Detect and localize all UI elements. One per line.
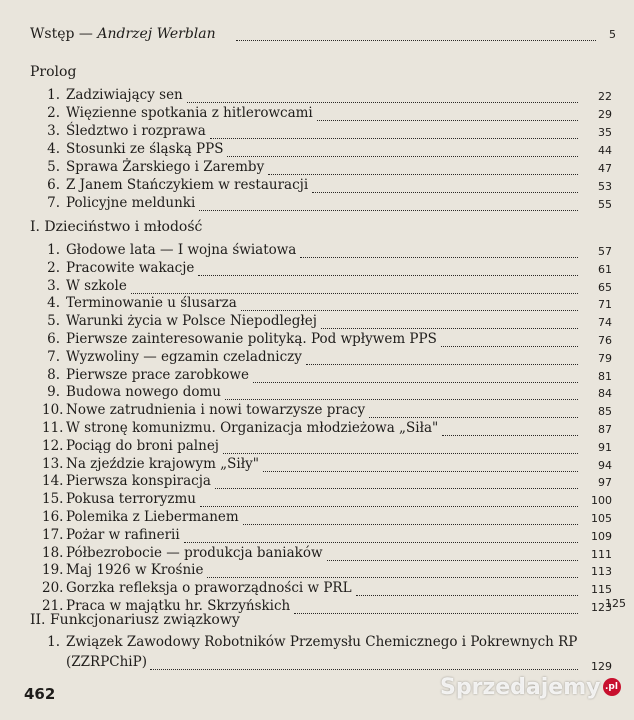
item-page: 123 [591,601,612,614]
item-title: Na zjeździe krajowym „Siły" [66,455,259,472]
section1-extra-page: 125 [605,597,626,610]
item-page: 97 [598,476,612,490]
item-title: Praca w majątku hr. Skrzyńskich [66,598,291,614]
section2-item-1 [42,633,577,651]
item-title: W szkole [66,277,127,294]
item-page: 57 [598,245,612,258]
item-page: 61 [598,262,612,276]
section1-item-9 [42,383,221,401]
item-leader [442,435,578,436]
section1-item-20 [42,579,352,597]
item-title: Zadziwiający sen [66,87,183,103]
item-leader [243,524,578,525]
section1-item-19 [42,561,203,579]
item-page: 55 [598,198,612,211]
item-number: 4. [47,295,60,312]
item-number: 7. [47,348,60,365]
item-title: Pociąg do broni palnej [66,437,219,454]
item-number: 4. [47,141,60,157]
item-leader [441,346,578,347]
item-page: 91 [598,440,612,454]
item-page: 111 [591,547,612,561]
item-number: 7. [47,195,60,211]
item-page: 105 [591,512,612,525]
section1-item-16 [42,508,239,526]
item-leader [300,257,578,258]
item-number: 3. [47,123,60,139]
item-number: 20. [42,580,64,597]
section1-item-10 [42,401,365,419]
intro-page: 5 [609,28,616,41]
prolog-item-1 [42,86,183,104]
item-number: 12. [42,437,64,454]
item-title: Pożar w rafinerii [66,526,180,543]
item-number: 13. [42,455,64,472]
item-leader [200,506,578,507]
item-leader [223,453,578,454]
item-page: 94 [598,458,612,472]
item-title: Półbezrobocie — produkcja baniaków [66,544,323,561]
item-leader [199,210,578,211]
item-page: 65 [598,280,612,294]
item-page: 76 [598,334,612,347]
intro-label: Wstęp [30,26,75,42]
item-title: Pierwsze prace zarobkowe [66,366,249,383]
item-number: 1. [47,242,60,258]
item-title: Śledztwo i rozprawa [66,123,206,139]
item-title-continued: (ZZRPChiP) [66,654,147,670]
section1-item-8 [42,366,249,384]
item-title: Pierwsza konspiracja [66,473,211,490]
section1-item-2 [42,259,194,277]
item-leader [263,471,578,472]
item-leader [253,382,578,383]
section1-item-3 [42,277,127,295]
section1-item-15 [42,490,196,508]
item-page: 44 [598,144,612,157]
item-title: Głodowe lata — I wojna światowa [66,242,297,258]
item-number: 9. [47,384,60,401]
prolog-item-6 [42,176,308,194]
item-number: 14. [42,473,64,490]
prolog-heading: Prolog [30,64,77,80]
section2-item-1-page: 129 [591,660,612,673]
item-page: 29 [598,108,612,121]
intro-line [30,25,216,43]
section1-item-11 [42,419,438,437]
item-number: 6. [47,177,60,193]
section1-heading: I. Dzieciństwo i młodość [30,219,203,235]
item-title: Związek Zawodowy Robotników Przemysłu Chemicznego i Pokrewnych RP [66,634,578,650]
item-title: W stronę komunizmu. Organizacja młodzieżowa „Siła" [66,420,439,436]
item-page: 109 [591,529,612,543]
item-leader [268,174,578,175]
section2-item-1-cont [66,653,147,671]
item-leader [306,364,578,365]
item-title: Gorzka refleksja o praworządności w PRL [66,580,352,597]
item-number: 18. [42,544,64,561]
item-leader [227,156,578,157]
section1-item-17 [42,526,180,544]
item-page: 79 [598,351,612,365]
item-title: Pokusa terroryzmu [66,491,196,508]
item-leader [356,595,578,596]
watermark-suffix: .pl [603,678,621,696]
section1-item-12 [42,437,219,455]
prolog-item-4 [42,140,223,158]
item-leader [327,560,578,561]
section1-item-14 [42,472,211,490]
prolog-item-3 [42,122,206,140]
item-page: 84 [598,387,612,401]
page-number: 462 [24,685,56,703]
watermark-text: Sprzedajemy [440,674,601,700]
item-number: 17. [42,526,64,543]
item-number: 19. [42,562,64,579]
intro-leader [236,40,596,41]
item-number: 5. [47,159,60,175]
item-leader [198,275,578,276]
item-title: Maj 1926 w Krośnie [66,562,204,579]
item-page: 74 [598,316,612,330]
item-page: 53 [598,180,612,193]
item-leader [215,488,578,489]
prolog-item-5 [42,158,264,176]
section1-item-1 [42,241,296,259]
intro-author: Andrzej Werblan [97,26,216,42]
item-title: Wyzwoliny — egzamin czeladniczy [66,348,302,365]
item-leader [317,120,578,121]
item-leader [187,102,578,103]
intro-dash: — [78,26,93,42]
item-page: 113 [591,565,612,579]
item-page: 85 [598,405,612,419]
prolog-item-2 [42,104,313,122]
item-title: Z Janem Stańczykiem w restauracji [66,177,309,193]
item-title: Policyjne meldunki [66,195,196,211]
item-page: 81 [598,369,612,383]
item-number: 2. [47,105,60,121]
item-title: Więzienne spotkania z hitlerowcami [66,105,313,121]
item-title: Warunki życia w Polsce Niepodległej [66,313,317,330]
item-number: 2. [47,259,60,276]
item-number: 6. [47,331,60,347]
section1-item-4 [42,294,237,312]
item-page: 47 [598,162,612,175]
watermark-logo [440,670,626,704]
item-number: 10. [42,402,64,419]
item-title: Pierwsze zainteresowanie polityką. Pod wpływem PPS [66,331,437,347]
item-title: Terminowanie u ślusarza [66,295,237,312]
item-number: 8. [47,366,60,383]
item-title: Sprawa Żarskiego i Zaremby [66,159,265,175]
item-number: 21. [42,598,64,614]
prolog-item-7 [42,194,195,212]
item-title: Pracowite wakacje [66,259,195,276]
item-number: 3. [47,277,60,294]
item-page: 35 [598,126,612,139]
item-page: 22 [598,90,612,103]
item-number: 15. [42,491,64,508]
item-title: Budowa nowego domu [66,384,221,401]
item-title: Stosunki ze śląską PPS [66,141,224,157]
item-number: 11. [42,420,64,436]
item-page: 87 [598,423,612,436]
section1-item-6 [42,330,437,348]
item-number: 1. [47,87,60,103]
section1-item-18 [42,544,323,562]
item-page: 115 [591,583,612,597]
section2-heading: II. Funkcjonariusz związkowy [30,612,240,628]
item-number: 16. [42,509,64,525]
section1-item-13 [42,455,259,473]
section1-item-7 [42,348,302,366]
item-number: 1. [47,634,60,650]
item-leader [210,138,578,139]
item-page: 71 [598,298,612,312]
section1-item-5 [42,312,317,330]
item-title: Polemika z Liebermanem [66,509,239,525]
item-page: 100 [591,494,612,508]
item-leader [294,613,578,614]
item-title: Nowe zatrudnienia i nowi towarzysze pracy [66,402,366,419]
item-number: 5. [47,313,60,330]
item-leader [312,192,578,193]
